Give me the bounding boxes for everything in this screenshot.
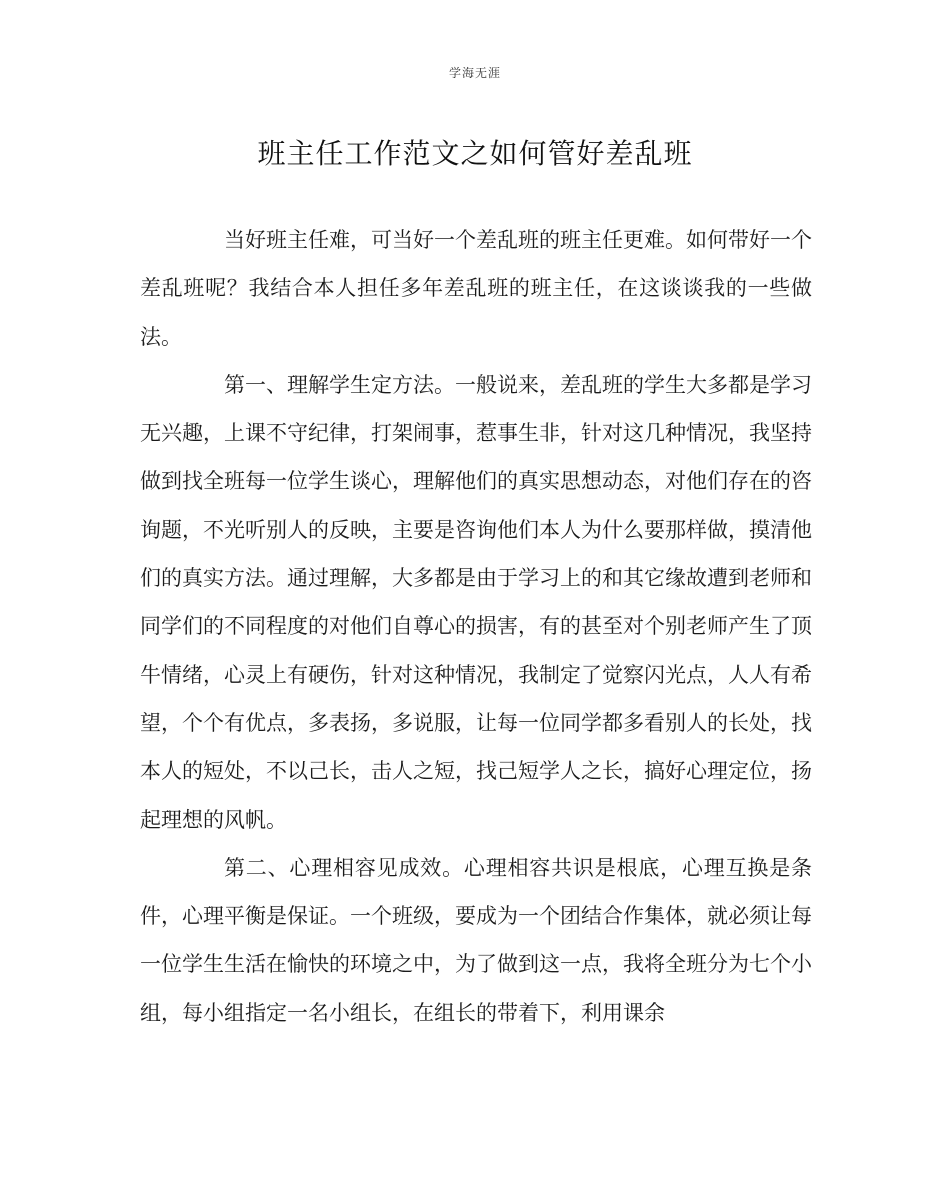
paragraph-first-point: 第一、理解学生定方法。一般说来，差乱班的学生大多都是学习无兴趣，上课不守纪律，打架闹事，惹事生非，针对这几种情况，我坚持做到找全班每一位学生谈心，理解他们的真实思想动态，对他们存在的咨询题，不光听别人的反映，主要是咨询他们本人为什么要那样做，摸清他们的真实方法。通过理解，大多都是由于学习上的和其它缘故遭到老师和同学们的不同程度的对他们自尊心的损害，有的甚至对个别老师产生了顶牛情绪，心灵上有硬伤，针对这种情况，我制定了觉察闪光点，人人有希望，个个有优点，多表扬，多说服，让每一位同学都多看别人的长处，找本人的短处，不以己长，击人之短，找己短学人之长，搞好心理定位，扬起理想的风帆。 xyxy=(140,372,812,832)
paragraph-second-point: 第二、心理相容见成效。心理相容共识是根底，心理互换是条件，心理平衡是保证。一个班级，要成为一个团结合作集体，就必须让每一位学生生活在愉快的环境之中，为了做到这一点，我将全班分为七个小组，每小组指定一名小组长，在组长的带着下，利用课余 xyxy=(140,855,812,1025)
paragraph-intro: 当好班主任难，可当好一个差乱班的班主任更难。如何带好一个差乱班呢？我结合本人担任多年差乱班的班主任，在这谈谈我的一些做法。 xyxy=(140,228,812,349)
document-title: 班主任工作范文之如何管好差乱班 xyxy=(257,137,693,170)
running-header: 学海无涯 xyxy=(448,66,501,80)
document-body xyxy=(140,216,812,1037)
